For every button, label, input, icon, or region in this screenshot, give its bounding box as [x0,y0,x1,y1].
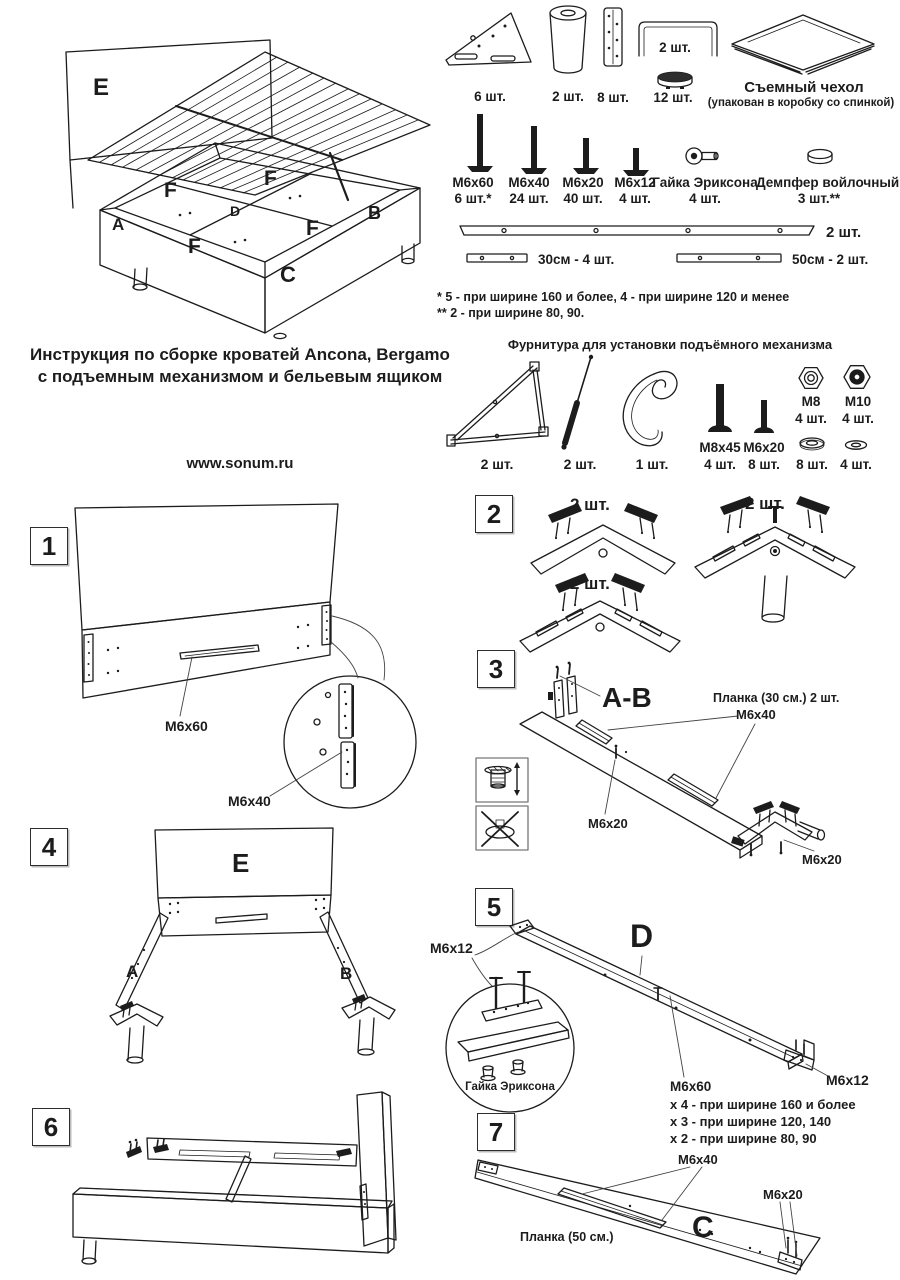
step-6 [20,1090,440,1280]
slat-long-icon [456,221,818,241]
bolt-m6x60-qty: 6 шт.* [454,191,492,206]
nut-m8-label: М8 [801,394,821,409]
washer-small-icon [844,438,868,452]
nut-m10-label: М10 [844,394,872,409]
overview-label-F1: F [164,179,177,202]
erikson-qty: 4 шт. [689,191,721,206]
step-2 [470,485,900,650]
flat-bracket-icon [600,6,626,68]
overview-label-F4: F [306,217,319,240]
step-5-erikson-caption: Гайка Эриксона [465,1081,555,1093]
m6x20-mech-label: М6х20 [743,440,785,455]
overview-label-A: A [112,215,125,234]
step-2-qty-left-bottom: 2 шт. [570,574,610,593]
bolt-m6x12-label: М6х12 [614,175,656,190]
step-4-label-E: E [232,848,250,878]
slat-long-qty: 2 шт. [826,224,862,241]
bolt-m8x45-icon [706,384,734,438]
step-3-plank-label: Планка (30 см.) 2 шт. [713,691,840,705]
step-2-qty-left-top: 2 шт. [570,495,610,514]
bolt-m6x60-label: М6х60 [452,175,494,190]
corner-bracket-icon [443,8,537,68]
damper-label: Демпфер войлочный [756,175,900,190]
gas-spring-icon [553,351,597,453]
step-6-drawing [20,1090,440,1280]
step-2-qty-right: 2 шт. [745,494,785,513]
bed-overview-drawing [30,10,450,340]
slat-30-icon [466,251,528,267]
cover-subtitle: (упакован в коробку со спинкой) [707,97,895,109]
step-5-label-m6x60: М6х60 [670,1079,712,1094]
gas-spring-qty: 2 шт. [563,456,597,472]
flat-bracket-qty: 8 шт. [597,90,629,105]
felt-pad-icon [656,70,694,92]
lift-frame-qty: 2 шт. [480,456,514,472]
step-5-label-D: D [630,918,654,954]
washer-large-icon [798,436,826,452]
bolt-m6x40-label: М6х40 [508,175,550,190]
nut-m8-qty: 4 шт. [795,411,827,426]
washer-large-qty: 8 шт. [796,457,828,472]
step-5-label-m6x12-right: М6х12 [826,1072,869,1088]
step-1-label-m6x60: М6х60 [165,718,208,734]
page-title-line1: Инструкция по сборке кроватей Ancona, Bergamo [30,345,450,364]
nut-m10-icon [842,362,872,392]
step-3-label-m6x20-end: М6х20 [802,852,842,867]
bolt-m6x60-icon [460,112,500,176]
step-5-note-1: x 4 - при ширине 160 и более [670,1097,856,1112]
step-6-number-text: 6 [43,1111,59,1142]
step-1 [20,490,460,825]
step-4-drawing [20,820,440,1092]
leg-icon [548,4,588,78]
overview-label-F3: F [188,235,201,258]
slat-30-label: 30см - 4 шт. [538,252,615,267]
felt-pad-qty: 12 шт. [653,90,693,105]
nut-m10-qty: 4 шт. [842,411,874,426]
website-url: www.sonum.ru [186,455,294,472]
step-5-label-m6x12-left: М6х12 [430,940,473,956]
step-4-number-text: 4 [41,831,57,862]
step-1-label-m6x40: М6х40 [228,793,271,809]
bolt-m6x12-qty: 4 шт. [619,191,651,206]
parts-note-1: * 5 - при ширине 160 и более, 4 - при ширине 120 и менее [437,290,790,304]
step-3 [470,640,900,885]
nut-m8-icon [797,364,825,392]
step-7-label-m6x40: М6х40 [678,1152,718,1167]
m6x20-mech-qty: 8 шт. [748,457,780,472]
leg-qty: 2 шт. [552,89,584,104]
step-4 [20,820,440,1092]
step-7-number-text: 7 [488,1116,504,1147]
cover-icon [728,12,880,78]
page-title-line2: с подъемным механизмом и бельевым ящиком [37,367,443,386]
step-4-label-A: A [126,962,139,981]
parts-note-2: ** 2 - при ширине 80, 90. [437,306,585,320]
step-7-label-m6x20: М6х20 [763,1187,803,1202]
overview-label-F2: F [264,167,277,190]
m8x45-label: М8х45 [699,440,741,455]
bolt-m6x20-icon [566,136,606,178]
strap-icon [610,364,684,450]
step-3-label-m6x40: М6х40 [736,707,776,722]
step-7-plank-label: Планка (50 см.) [520,1230,614,1244]
step-7-drawing [450,1110,900,1280]
cover-title: Съемный чехол [744,79,864,96]
step-3-heading: A-B [602,682,652,713]
overview-label-C: C [280,262,296,287]
lift-frame-icon [445,356,551,450]
mechanism-title: Фурнитура для установки подъёмного механизма [507,337,833,352]
washer-small-qty: 4 шт. [840,457,872,472]
step-3-number-text: 3 [488,653,504,684]
bolt-m6x20-mech-icon [752,400,776,438]
overview-label-E: E [93,74,110,101]
step-4-label-B: B [340,964,353,983]
step-7-label-C: C [692,1211,714,1244]
bolt-m6x20-qty: 40 шт. [563,191,603,206]
bolt-m6x20-label: М6х20 [562,175,604,190]
step-5-number-text: 5 [486,891,502,922]
overview-label-D: D [230,203,241,219]
slat-50-label: 50см - 2 шт. [792,252,869,267]
m8x45-qty: 4 шт. [704,457,736,472]
bolt-m6x40-icon [514,124,554,178]
step-5-note-2: x 3 - при ширине 120, 140 [670,1114,832,1129]
step-1-number-text: 1 [41,530,57,561]
overview-diagram [30,10,450,340]
step-2-drawing [470,485,900,650]
step-5-note-3: x 2 - при ширине 80, 90 [670,1131,817,1146]
parts-list [437,0,900,332]
bolt-m6x40-qty: 24 шт. [509,191,549,206]
step-3-label-m6x20-mid: М6х20 [588,816,628,831]
u-bracket-qty: 2 шт. [659,40,691,55]
corner-bracket-qty: 6 шт. [474,89,506,104]
mechanism-hardware [440,336,900,486]
strap-qty: 1 шт. [635,456,669,472]
damper-qty: 3 шт.** [797,191,841,206]
step-1-drawing [20,490,460,825]
step-3-drawing [470,640,900,885]
erikson-label: Гайка Эриксона [652,175,758,190]
overview-label-B: B [368,203,381,223]
damper-icon [806,148,836,166]
step-2-number-text: 2 [486,498,502,529]
slat-50-icon [676,251,782,267]
erikson-nut-icon [684,146,724,168]
step-7 [450,1110,900,1280]
